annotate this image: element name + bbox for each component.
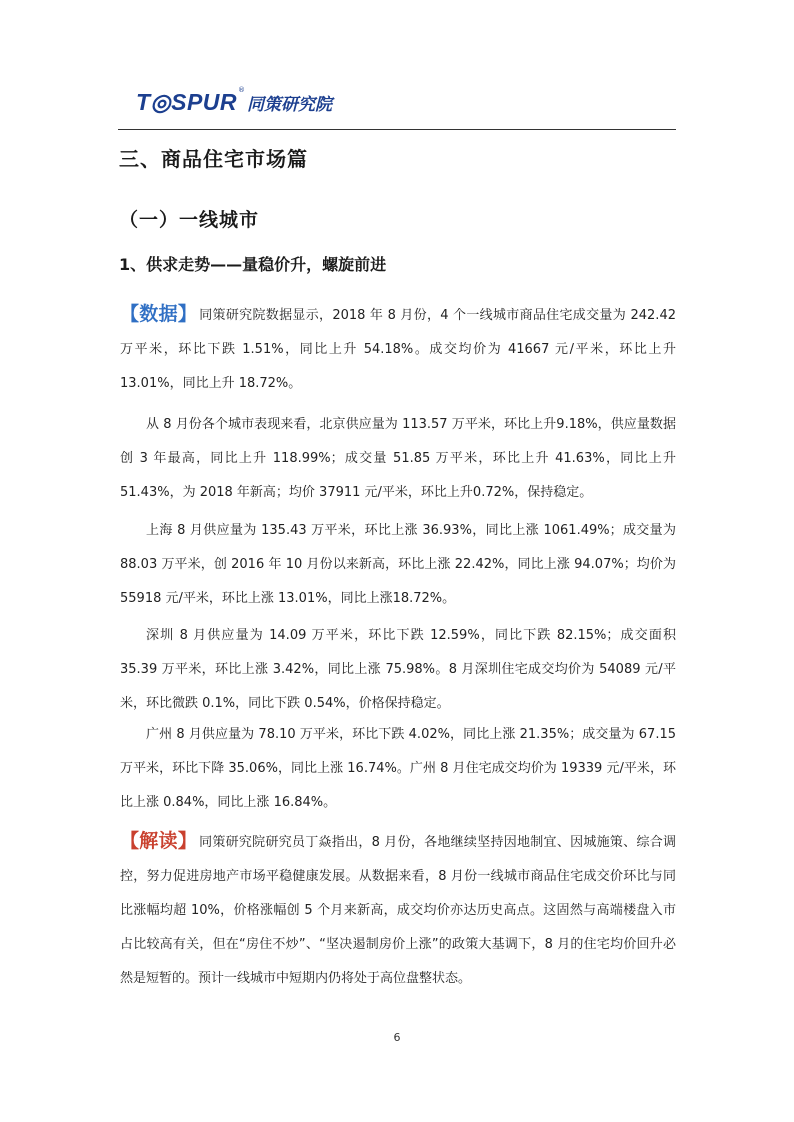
tospur-logo [136, 86, 332, 114]
data-paragraph [120, 297, 676, 401]
header-divider [118, 129, 676, 130]
logo-chinese: 同策研究院 [247, 95, 333, 115]
shanghai-paragraph: 上海 8 月供应量为 135.43 万平米，环比上涨 36.93%，同比上涨 1061.49%；成交量为 88.03 万平米，创 2016 年 10 月份以来新高，环比上涨 22.42%，同比上涨 94.07%；均价为 55918 元/平米，环比上涨 13.01%，同比上涨18.72%。 [120, 523, 676, 606]
analysis-text: 同策研究院研究员丁焱指出，8 月份，各地继续坚持因地制宜、因城施策、综合调控，努力促进房地产市场平稳健康发展。从数据来看，8 月份一线城市商品住宅成交价环比与同比涨幅均超 10%，价格涨幅创 5 个月来新高，成交均价亦达历史高点。这固然与高端楼盘入市占比较高有关，但在“房住不炒”、“坚决遏制房价上涨”的政策大基调下，8 月的住宅均价回升必然是短暂的。预计一线城市中短期内仍将处于高位盘整状态。 [120, 835, 676, 986]
beijing-paragraph: 从 8 月份各个城市表现来看，北京供应量为 113.57 万平米，环比上升9.18%，供应量数据创 3 年最高，同比上升 118.99%；成交量 51.85 万平米，环比上升 41.63%，同比上升 51.43%，为 2018 年新高；均价 37911 元/平米，环比上升0.72%，保持稳定。 [120, 417, 676, 500]
topic-title: 1、供求走势——量稳价升，螺旋前进 [119, 255, 387, 274]
data-tag: 【数据】 [120, 303, 198, 325]
page-number: 6 [393, 1031, 401, 1044]
logo-english: T◎SPUR [136, 89, 238, 115]
shenzhen-paragraph: 深圳 8 月供应量为 14.09 万平米，环比下跌 12.59%，同比下跌 82.15%；成交面积 35.39 万平米，环比上涨 3.42%，同比上涨 75.98%。8 月深圳住宅成交均价为 54089 元/平米，环比微跌 0.1%，同比下跌 0.54%，价格保持稳定。 [120, 628, 676, 711]
data-text: 同策研究院数据显示，2018 年 8 月份，4 个一线城市商品住宅成交量为 242.42 万平米，环比下跌 1.51%，同比上升 54.18%。成交均价为 41667 元/平米，环比上升 13.01%，同比上升 18.72%。 [120, 308, 676, 391]
guangzhou-paragraph: 广州 8 月供应量为 78.10 万平米，环比下跌 4.02%，同比上涨 21.35%；成交量为 67.15 万平米，环比下降 35.06%，同比上涨 16.74%。广州 8 月住宅成交均价为 19339 元/平米，环比上涨 0.84%，同比上涨 16.84%。 [120, 727, 676, 810]
registered-mark: ® [238, 86, 246, 94]
analysis-paragraph [120, 824, 676, 996]
section-title: 三、商品住宅市场篇 [119, 147, 308, 171]
subsection-title: （一）一线城市 [119, 209, 260, 231]
analysis-tag: 【解读】 [120, 830, 198, 852]
